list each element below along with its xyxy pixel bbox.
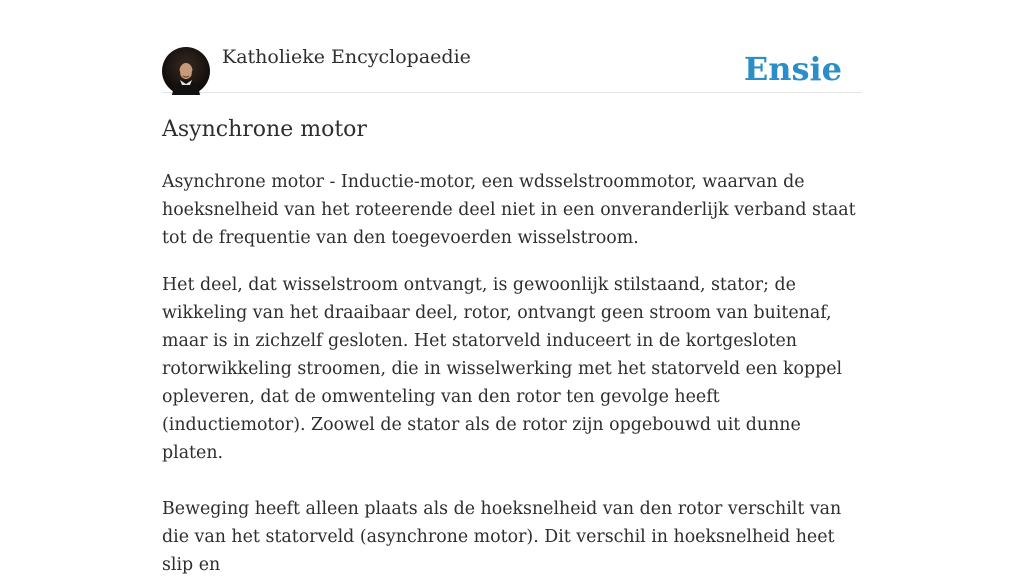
paragraph: Beweging heeft alleen plaats als de hoeksnelheid van den rotor verschilt van die van het statorveld (asynchrone motor). Dit verschil in hoeksnelheid heet slip en xyxy=(162,499,842,575)
header xyxy=(162,0,862,93)
source-name[interactable]: Katholieke Encyclopaedie xyxy=(222,46,471,68)
article-body xyxy=(162,168,862,579)
article-container xyxy=(162,0,862,575)
portrait-avatar-icon xyxy=(162,47,210,95)
brand-logo[interactable]: Ensie xyxy=(743,50,842,88)
avatar[interactable] xyxy=(162,47,210,95)
paragraph: Het deel, dat wisselstroom ontvangt, is gewoonlijk stilstaand, stator; de wikkeling van het draaibaar deel, rotor, ontvangt geen stroom van buitenaf, maar is in zichzelf gesloten. Het statorveld induceert in de kortgesloten rotorwikkeling stroomen, die in wisselwerking met het statorveld een koppel opleveren, dat de omwenteling van den rotor ten gevolge heeft (inductiemotor). Zoowel de stator als de rotor zijn opgebouwd uit dunne platen. xyxy=(162,275,843,463)
paragraph: Asynchrone motor - Inductie-motor, een wdsselstroommotor, waarvan de hoeksnelheid van het roteerende deel niet in een onveranderlijk verband staat tot de frequentie van den toegevoerden wisselstroom. xyxy=(162,172,856,248)
article-title: Asynchrone motor xyxy=(162,117,367,142)
